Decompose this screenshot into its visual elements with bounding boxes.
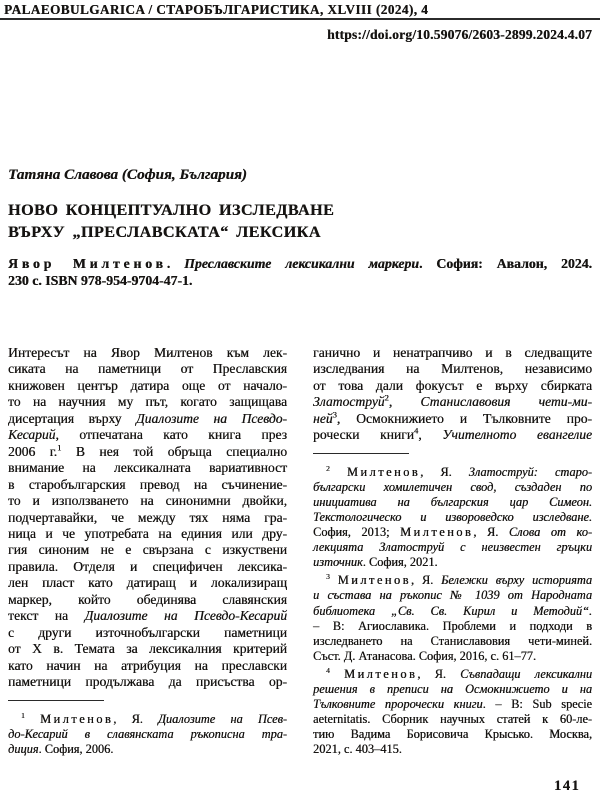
text-line: лекцията Златоструй с неизвестен гръцки bbox=[313, 540, 592, 555]
text-line: паметници продължава да присъства ор- bbox=[8, 674, 287, 690]
text-line: дисертация върху Диалозите на Псевдо- bbox=[8, 410, 287, 426]
text-line: до-Кесарий в славянската ръкописна тра- bbox=[8, 726, 287, 741]
body-left-column bbox=[8, 345, 287, 758]
text-line: то на научния му път, когато защищава bbox=[8, 394, 287, 410]
text-line: aeternitatis. Сборник научных статей к 60-ле- bbox=[313, 712, 592, 727]
text-line: и състава на ръкопис № 1039 от Народната bbox=[313, 588, 592, 603]
text-line: ница и че употребата на единия или дру- bbox=[8, 525, 287, 541]
text-line: библиотека „Св. Св. Кирил и Методий“. bbox=[313, 603, 592, 618]
text-line: тию Вадима Борисовича Крысько. Москва, bbox=[313, 727, 592, 742]
author-line: Татяна Славова (София, България) bbox=[8, 166, 247, 183]
text-line: $^4$ Милтенов, Я. Съвпадащи лексикални bbox=[326, 665, 593, 681]
text-line: Текстологическо и извороведско изследване. bbox=[313, 510, 592, 524]
footnote-4 bbox=[313, 667, 592, 758]
book-reference bbox=[8, 255, 592, 289]
text-line: лен пласт като датиращ и локализиращ bbox=[8, 575, 287, 591]
left-column-text bbox=[8, 345, 287, 691]
text-line: книжовен център датира още от начало- bbox=[8, 377, 287, 393]
text-line: от X в. Темата за лексикалния критерий bbox=[8, 641, 287, 657]
text-line: решения в преписи на Осмокнижието и на bbox=[313, 682, 592, 697]
article-title bbox=[8, 200, 334, 243]
title-line-1: НОВО КОНЦЕПТУАЛНО ИЗСЛЕДВАНЕ bbox=[8, 201, 335, 219]
text-line: Тълковните пророчески книги. – В: Sub specie bbox=[313, 697, 592, 712]
text-line: 230 с. ISBN 978-954-9704-47-1. bbox=[8, 273, 193, 289]
text-line: гия синоним не е свързана с изкуствени bbox=[8, 542, 287, 558]
page-number: 141 bbox=[554, 778, 581, 794]
text-line: сиката на паметници от Преславския bbox=[8, 361, 287, 377]
text-line: изследвания на Милтенов, независимо bbox=[313, 361, 592, 377]
text-line: с други източнобългарски паметници bbox=[8, 624, 287, 640]
text-line: Интересът на Явор Милтенов към лек- bbox=[8, 345, 287, 360]
text-line: текст на Диалозите на Псевдо-Кесарий bbox=[8, 608, 287, 624]
text-line: внимание на лексикалната вариативност bbox=[8, 460, 287, 476]
footnote-separator-left bbox=[8, 700, 104, 701]
text-line: в старобългарския превод на съчинение- bbox=[8, 476, 287, 492]
text-line: $^3$ Милтенов, Я. Бележки върху историята bbox=[326, 572, 593, 588]
text-line: Явор Милтенов. Преславските лексикални маркери. София: Авалон, 2024. bbox=[8, 256, 592, 271]
text-line: инициатива на българския цар Симеон. bbox=[313, 494, 592, 509]
doi-link[interactable]: https://doi.org/10.59076/2603-2899.2024.4.07 bbox=[327, 27, 592, 42]
text-line: правила. Отделя и специфичен лексика- bbox=[8, 558, 287, 574]
text-line: – В: Агиославика. Проблеми и подходи в bbox=[313, 618, 592, 633]
text-line: Кесарий, отпечатана като книга през bbox=[8, 427, 287, 443]
text-line: 2006 г.$^1$ В нея той обръща специално bbox=[8, 442, 287, 459]
header-rule bbox=[0, 18, 600, 20]
text-line: изследването на Станиславовия чети-миней. bbox=[313, 633, 592, 648]
text-line: ней$^3$, Осмокнижието и Тълковните про- bbox=[313, 409, 592, 426]
text-line: 2021, с. 403–415. bbox=[313, 742, 402, 757]
text-line: София, 2013; Милтенов, Я. Слова от ко- bbox=[313, 525, 593, 540]
text-line: от това дали фокусът е върху сбирката bbox=[313, 377, 592, 393]
text-line: диция. София, 2006. bbox=[8, 741, 114, 756]
text-line: $^1$ Милтенов, Я. Диалозите на Псев- bbox=[21, 710, 287, 726]
body-right-column bbox=[313, 345, 592, 758]
text-line: маркер, който обединява славянския bbox=[8, 591, 287, 607]
footnote-2 bbox=[313, 465, 592, 571]
text-line: подчертавайки, че между тях няма гра- bbox=[8, 509, 287, 525]
text-line: източник. София, 2021. bbox=[313, 555, 438, 570]
text-line: ганично и ненатрапчиво и в следващите bbox=[313, 345, 592, 360]
footnote-separator-right bbox=[313, 453, 409, 454]
text-line: рочески книги$^4$, Учителното евангелие bbox=[313, 425, 592, 443]
title-line-2: ВЪРХУ „ПРЕСЛАВСКАТА“ ЛЕКСИКА bbox=[8, 222, 321, 241]
text-line: Съст. Д. Атанасова. София, 2016, с. 61–77. bbox=[313, 648, 537, 663]
journal-header: PALAEOBULGARICA / СТАРОБЪЛГАРИСТИКА, XLVIII (2024), 4 bbox=[4, 2, 429, 17]
text-line: български хомилетичен свод, създаден по bbox=[313, 479, 592, 494]
footnote-3 bbox=[313, 573, 592, 664]
text-line: то и използването на синонимни двойки, bbox=[8, 493, 287, 509]
footnote-1 bbox=[8, 712, 287, 757]
right-column-text bbox=[313, 345, 592, 444]
body-columns bbox=[8, 345, 592, 758]
text-line: като начин на атрибуция на преславски bbox=[8, 657, 287, 673]
text-line: Златоструй$^2$, Станиславовия чети-ми- bbox=[313, 392, 593, 410]
text-line: $^2$ Милтенов, Я. Златоструй: старо- bbox=[326, 463, 592, 479]
